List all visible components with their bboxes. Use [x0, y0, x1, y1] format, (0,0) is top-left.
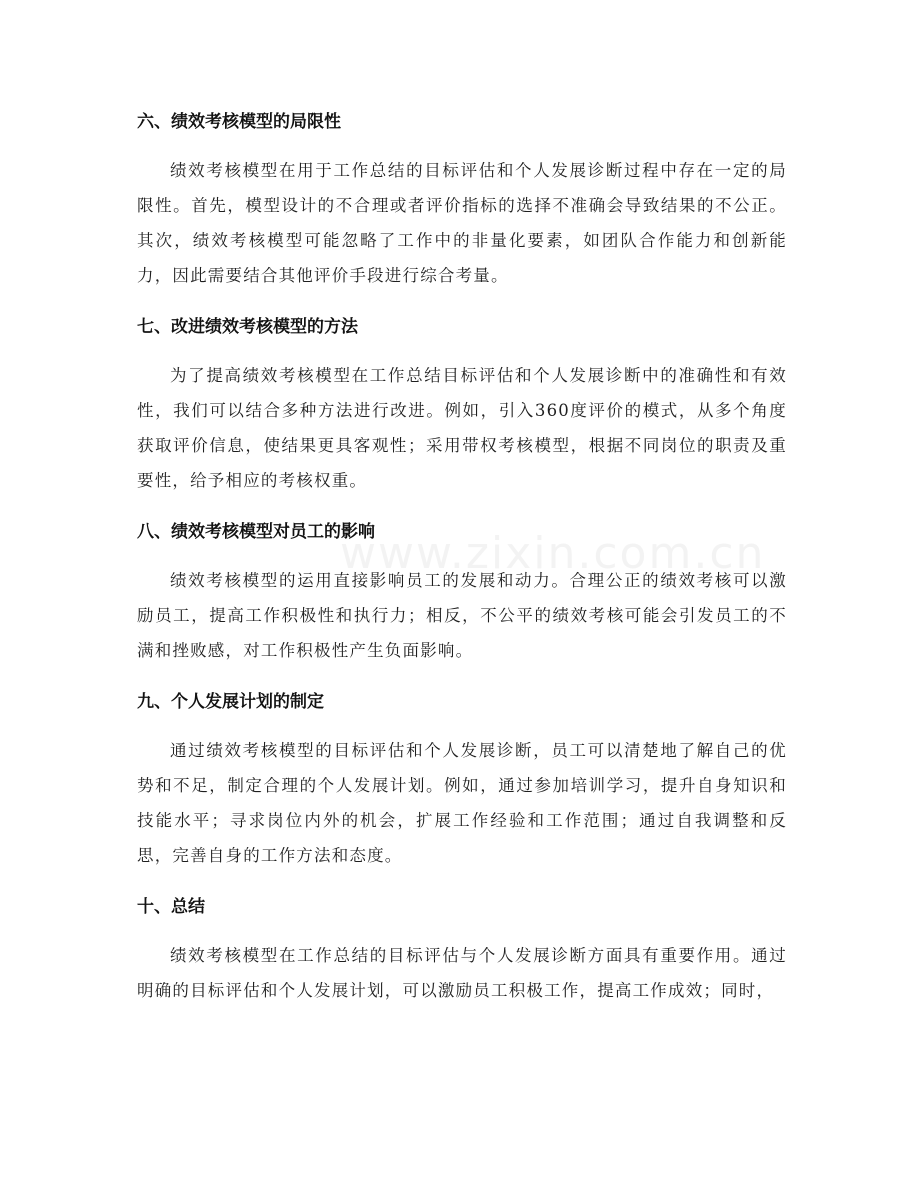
section-heading-6: 六、绩效考核模型的局限性 [137, 112, 341, 132]
section-heading-8: 八、绩效考核模型对员工的影响 [137, 522, 375, 542]
section-body-7: 为了提高绩效考核模型在工作总结目标评估和个人发展诊断中的准确性和有效性，我们可以结合多种方法进行改进。例如，引入360度评价的模式，从多个角度获取评价信息，使结果更具客观性；采用带权考核模型，根据不同岗位的职责及重要性，给予相应的考核权重。 [137, 366, 787, 490]
section-body-8: 绩效考核模型的运用直接影响员工的发展和动力。合理公正的绩效考核可以激励员工，提高工作积极性和执行力；相反，不公平的绩效考核可能会引发员工的不满和挫败感，对工作积极性产生负面影响。 [137, 571, 787, 660]
document-content [137, 104, 787, 1008]
section-body-9: 通过绩效考核模型的目标评估和个人发展诊断，员工可以清楚地了解自己的优势和不足，制定合理的个人发展计划。例如，通过参加培训学习，提升自身知识和技能水平；寻求岗位内外的机会，扩展工作经验和工作范围；通过自我调整和反思，完善自身的工作方法和态度。 [137, 741, 787, 865]
watermark: www.zixin.com.cn [340, 528, 766, 579]
section-heading-10: 十、总结 [137, 897, 205, 917]
section-body-10: 绩效考核模型在工作总结的目标评估与个人发展诊断方面具有重要作用。通过明确的目标评估和个人发展计划，可以激励员工积极工作，提高工作成效；同时， [137, 946, 787, 1000]
section-body-6: 绩效考核模型在用于工作总结的目标评估和个人发展诊断过程中存在一定的局限性。首先，模型设计的不合理或者评价指标的选择不准确会导致结果的不公正。其次，绩效考核模型可能忽略了工作中的非量化要素，如团队合作能力和创新能力，因此需要结合其他评价手段进行综合考量。 [137, 161, 787, 285]
section-heading-9: 九、个人发展计划的制定 [137, 692, 324, 712]
section-heading-7: 七、改进绩效考核模型的方法 [137, 317, 358, 337]
